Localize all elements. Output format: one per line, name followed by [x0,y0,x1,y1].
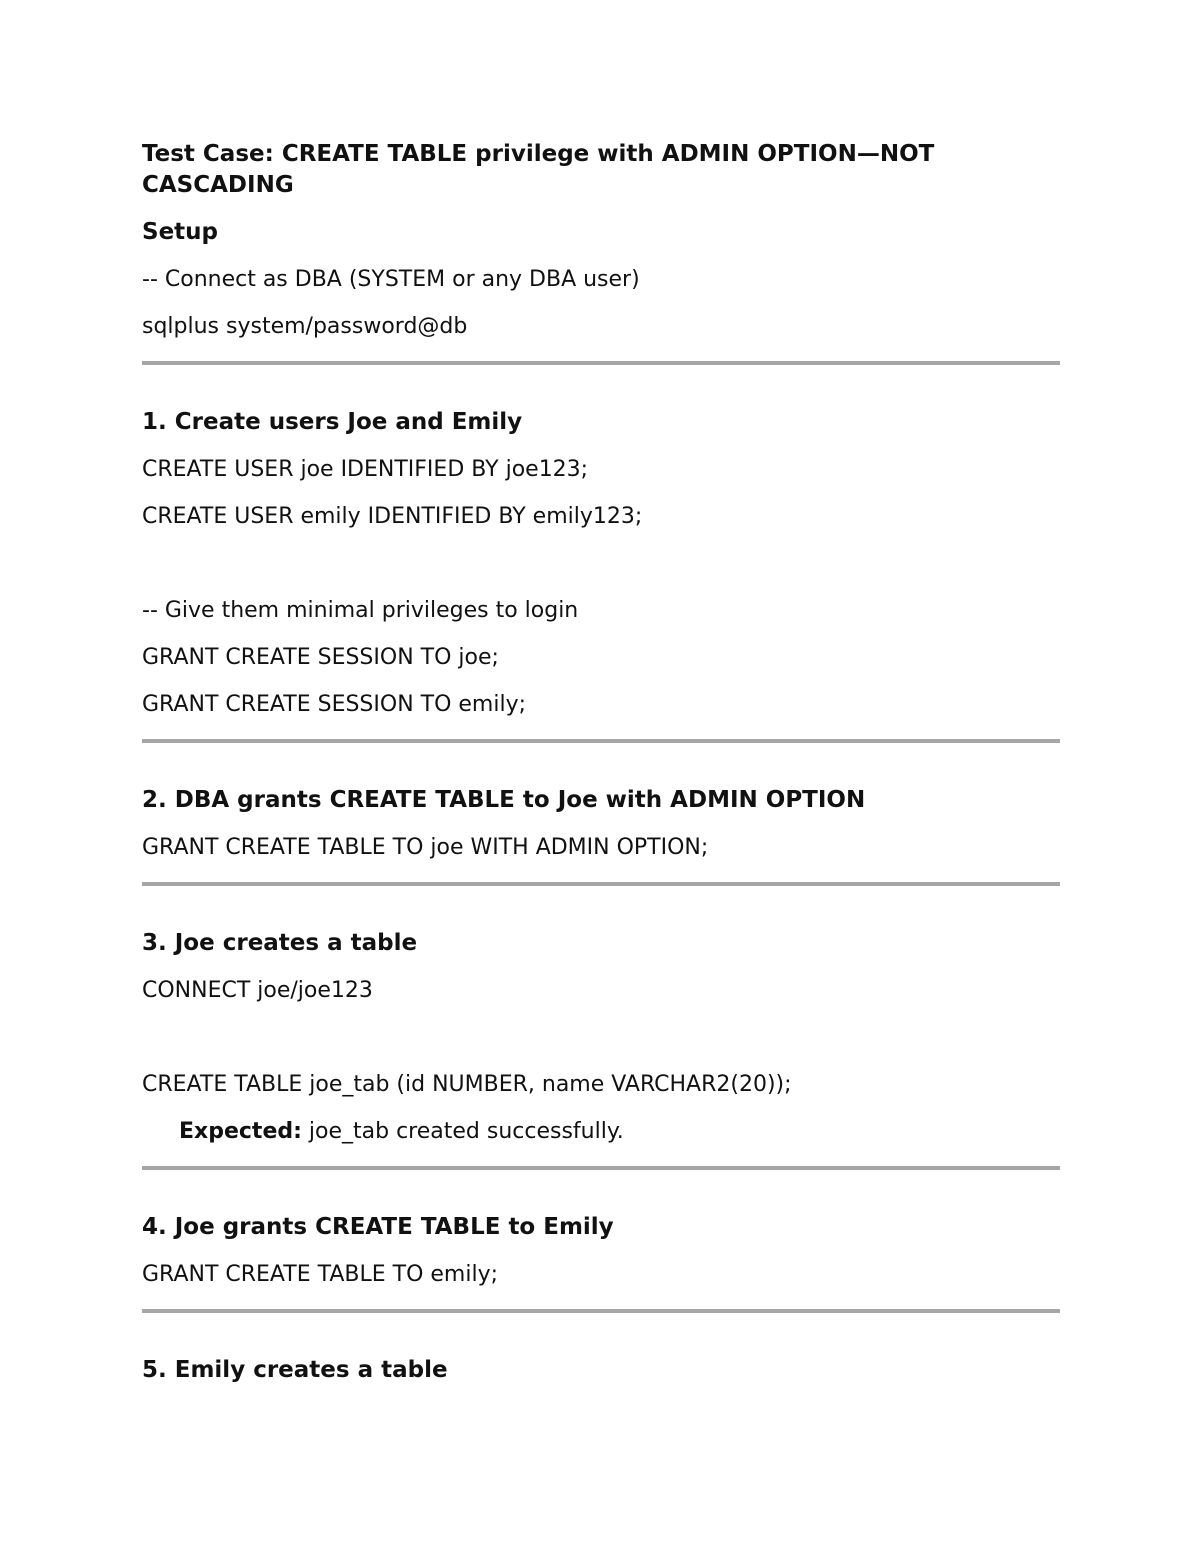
expected-label: Expected: [179,1119,302,1144]
section-divider [142,1309,1060,1313]
setup-command: sqlplus system/password@db [142,314,468,339]
step-4-heading: 4. Joe grants CREATE TABLE to Emily [142,1214,614,1240]
code-line: GRANT CREATE SESSION TO emily; [142,692,527,717]
code-line: GRANT CREATE TABLE TO joe WITH ADMIN OPTION; [142,835,709,860]
code-line: CREATE USER emily IDENTIFIED BY emily123; [142,504,643,529]
step-2-heading: 2. DBA grants CREATE TABLE to Joe with ADMIN OPTION [142,787,866,813]
document-page [142,139,1060,1386]
setup-heading: Setup [142,219,218,245]
code-line: CREATE USER joe IDENTIFIED BY joe123; [142,457,589,482]
section-divider [142,882,1060,886]
expected-text: joe_tab created successfully. [301,1119,624,1144]
code-line: CONNECT joe/joe123 [142,978,373,1003]
code-comment: -- Give them minimal privileges to login [142,598,579,623]
step-3-heading: 3. Joe creates a table [142,930,418,956]
setup-comment: -- Connect as DBA (SYSTEM or any DBA user) [142,267,640,292]
step-5-heading: 5. Emily creates a table [142,1357,448,1383]
blank-line [142,532,1060,579]
step-1-heading: 1. Create users Joe and Emily [142,409,523,435]
code-line: CREATE TABLE joe_tab (id NUMBER, name VARCHAR2(20)); [142,1072,792,1097]
expected-result [142,1117,1060,1147]
blank-line [142,1006,1060,1053]
code-line: GRANT CREATE SESSION TO joe; [142,645,499,670]
document-title-line-2: CASCADING [142,172,294,198]
section-divider [142,739,1060,743]
document-title-line-1: Test Case: CREATE TABLE privilege with ADMIN OPTION—NOT [142,141,935,167]
section-divider [142,1166,1060,1170]
section-divider [142,361,1060,365]
code-line: GRANT CREATE TABLE TO emily; [142,1262,498,1287]
